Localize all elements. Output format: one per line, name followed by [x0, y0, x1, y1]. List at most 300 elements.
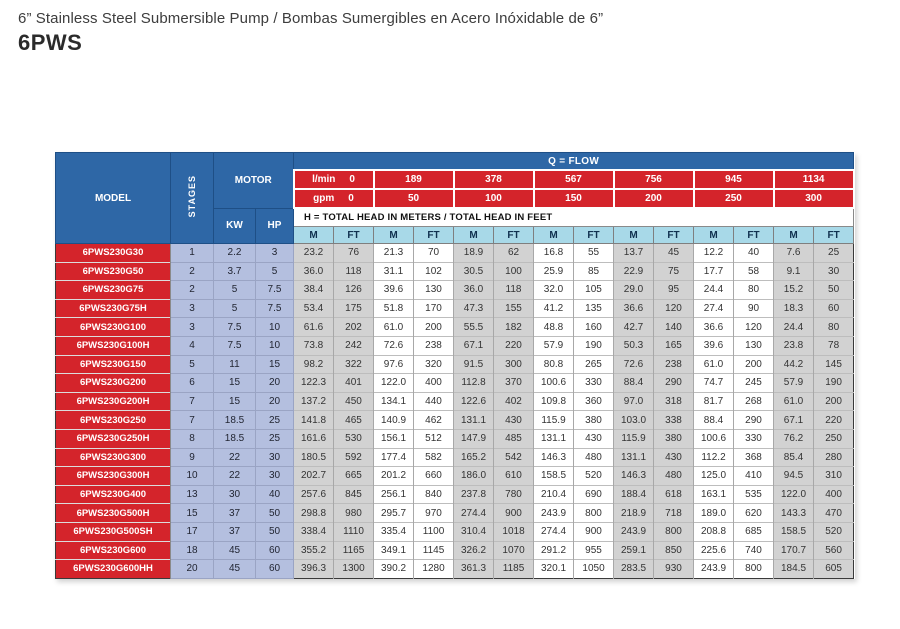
kw-cell: 15	[214, 392, 256, 411]
head-m-cell: 51.8	[374, 299, 414, 318]
head-ft-cell: 660	[414, 467, 454, 486]
head-ft-cell: 1280	[414, 560, 454, 579]
head-m-cell: 109.8	[534, 392, 574, 411]
head-ft-cell: 930	[654, 560, 694, 579]
head-m-cell: 61.0	[374, 318, 414, 337]
head-ft-cell: 245	[734, 374, 774, 393]
head-m-cell: 50.3	[614, 336, 654, 355]
kw-cell: 37	[214, 522, 256, 541]
hp-cell: 15	[256, 355, 294, 374]
head-ft-cell: 70	[414, 244, 454, 263]
ft-column-header: FT	[654, 227, 694, 244]
head-ft-cell: 190	[814, 374, 854, 393]
head-m-cell: 201.2	[374, 467, 414, 486]
stages-cell: 7	[171, 392, 214, 411]
head-ft-cell: 160	[574, 318, 614, 337]
head-ft-cell: 80	[734, 281, 774, 300]
kw-cell: 22	[214, 467, 256, 486]
head-ft-cell: 410	[734, 467, 774, 486]
head-m-cell: 326.2	[454, 541, 494, 560]
head-m-cell: 39.6	[374, 281, 414, 300]
head-ft-cell: 605	[814, 560, 854, 579]
head-ft-cell: 380	[654, 429, 694, 448]
table-row	[56, 244, 854, 263]
head-m-cell: 122.6	[454, 392, 494, 411]
kw-cell: 2.2	[214, 244, 256, 263]
head-ft-cell: 1110	[334, 522, 374, 541]
m-column-header: M	[774, 227, 814, 244]
model-cell: 6PWS230G100	[56, 318, 171, 337]
m-column-header: M	[694, 227, 734, 244]
head-ft-cell: 900	[574, 522, 614, 541]
stages-cell: 17	[171, 522, 214, 541]
head-m-cell: 100.6	[694, 429, 734, 448]
head-ft-cell: 512	[414, 429, 454, 448]
head-m-cell: 274.4	[454, 504, 494, 523]
head-m-cell: 18.3	[774, 299, 814, 318]
head-m-cell: 355.2	[294, 541, 334, 560]
stages-cell: 15	[171, 504, 214, 523]
gpm-value-cell: 300	[774, 189, 854, 208]
model-cell: 6PWS230G250	[56, 411, 171, 430]
stages-cell: 10	[171, 467, 214, 486]
head-ft-cell: 450	[334, 392, 374, 411]
head-ft-cell: 120	[654, 299, 694, 318]
model-cell: 6PWS230G500H	[56, 504, 171, 523]
stages-cell: 3	[171, 299, 214, 318]
lmin-label: l/min	[312, 174, 336, 185]
head-m-cell: 208.8	[694, 522, 734, 541]
model-cell: 6PWS230G300	[56, 448, 171, 467]
stages-cell: 2	[171, 262, 214, 281]
table-row	[56, 541, 854, 560]
head-m-cell: 390.2	[374, 560, 414, 579]
head-m-cell: 140.9	[374, 411, 414, 430]
head-ft-cell: 238	[414, 336, 454, 355]
head-m-cell: 143.3	[774, 504, 814, 523]
kw-cell: 37	[214, 504, 256, 523]
hp-cell: 40	[256, 485, 294, 504]
page-subtitle: 6PWS	[18, 30, 83, 55]
model-cell: 6PWS230G600HH	[56, 560, 171, 579]
head-m-cell: 27.4	[694, 299, 734, 318]
stages-cell: 20	[171, 560, 214, 579]
head-ft-cell: 118	[334, 262, 374, 281]
model-cell: 6PWS230G250H	[56, 429, 171, 448]
head-ft-cell: 402	[494, 392, 534, 411]
head-ft-cell: 800	[734, 560, 774, 579]
head-ft-cell: 1070	[494, 541, 534, 560]
head-m-cell: 97.6	[374, 355, 414, 374]
hp-cell: 30	[256, 467, 294, 486]
head-ft-cell: 1100	[414, 522, 454, 541]
model-cell: 6PWS230G300H	[56, 467, 171, 486]
head-m-cell: 218.9	[614, 504, 654, 523]
model-cell: 6PWS230G500SH	[56, 522, 171, 541]
ft-column-header: FT	[414, 227, 454, 244]
kw-cell: 11	[214, 355, 256, 374]
head-m-cell: 76.2	[774, 429, 814, 448]
head-m-cell: 243.9	[614, 522, 654, 541]
head-m-cell: 41.2	[534, 299, 574, 318]
head-ft-cell: 182	[494, 318, 534, 337]
head-m-cell: 165.2	[454, 448, 494, 467]
hp-cell: 25	[256, 411, 294, 430]
head-m-cell: 61.0	[694, 355, 734, 374]
head-m-cell: 98.2	[294, 355, 334, 374]
gpm-label: gpm	[313, 193, 335, 204]
head-ft-cell: 135	[574, 299, 614, 318]
head-m-cell: 31.1	[374, 262, 414, 281]
head-ft-cell: 190	[574, 336, 614, 355]
head-ft-cell: 618	[654, 485, 694, 504]
head-m-cell: 61.6	[294, 318, 334, 337]
hp-column-header: HP	[256, 208, 294, 244]
head-ft-cell: 690	[574, 485, 614, 504]
head-m-cell: 72.6	[614, 355, 654, 374]
head-ft-cell: 592	[334, 448, 374, 467]
gpm-value-cell: 50	[374, 189, 454, 208]
head-m-cell: 97.0	[614, 392, 654, 411]
model-cell: 6PWS230G200H	[56, 392, 171, 411]
head-m-cell: 210.4	[534, 485, 574, 504]
head-ft-cell: 980	[334, 504, 374, 523]
stages-cell: 2	[171, 281, 214, 300]
head-m-cell: 131.1	[454, 411, 494, 430]
head-m-cell: 335.4	[374, 522, 414, 541]
head-ft-cell: 118	[494, 281, 534, 300]
head-m-cell: 259.1	[614, 541, 654, 560]
head-m-cell: 94.5	[774, 467, 814, 486]
head-ft-cell: 126	[334, 281, 374, 300]
kw-cell: 18.5	[214, 429, 256, 448]
table-row	[56, 522, 854, 541]
ft-column-header: FT	[334, 227, 374, 244]
head-ft-cell: 368	[734, 448, 774, 467]
head-ft-cell: 1145	[414, 541, 454, 560]
head-ft-cell: 105	[574, 281, 614, 300]
head-ft-cell: 55	[574, 244, 614, 263]
stages-column-label: STAGES	[186, 175, 197, 218]
stages-cell: 7	[171, 411, 214, 430]
head-ft-cell: 462	[414, 411, 454, 430]
table-row	[56, 281, 854, 300]
head-ft-cell: 480	[574, 448, 614, 467]
head-ft-cell: 542	[494, 448, 534, 467]
head-m-cell: 188.4	[614, 485, 654, 504]
head-m-cell: 237.8	[454, 485, 494, 504]
head-m-cell: 125.0	[694, 467, 734, 486]
head-m-cell: 48.8	[534, 318, 574, 337]
m-column-header: M	[294, 227, 334, 244]
head-m-cell: 21.3	[374, 244, 414, 263]
head-m-cell: 161.6	[294, 429, 334, 448]
flow-header: Q = FLOW	[294, 153, 854, 171]
table-row	[56, 299, 854, 318]
head-ft-cell: 1050	[574, 560, 614, 579]
head-m-cell: 81.7	[694, 392, 734, 411]
head-ft-cell: 85	[574, 262, 614, 281]
model-cell: 6PWS230G50	[56, 262, 171, 281]
head-ft-cell: 220	[494, 336, 534, 355]
head-m-cell: 295.7	[374, 504, 414, 523]
m-column-header: M	[614, 227, 654, 244]
head-ft-cell: 120	[734, 318, 774, 337]
head-m-cell: 23.8	[774, 336, 814, 355]
head-ft-cell: 440	[414, 392, 454, 411]
hp-cell: 10	[256, 318, 294, 337]
stages-cell: 1	[171, 244, 214, 263]
gpm-header-cell	[294, 189, 374, 208]
head-m-cell: 100.6	[534, 374, 574, 393]
head-m-cell: 112.8	[454, 374, 494, 393]
head-ft-cell: 25	[814, 244, 854, 263]
table-row	[56, 262, 854, 281]
gpm-value: 0	[348, 193, 354, 204]
ft-column-header: FT	[734, 227, 774, 244]
head-ft-cell: 165	[654, 336, 694, 355]
m-column-header: M	[454, 227, 494, 244]
head-ft-cell: 330	[574, 374, 614, 393]
head-m-cell: 310.4	[454, 522, 494, 541]
model-cell: 6PWS230G200	[56, 374, 171, 393]
head-m-cell: 57.9	[534, 336, 574, 355]
hp-cell: 3	[256, 244, 294, 263]
head-ft-cell: 320	[414, 355, 454, 374]
head-m-cell: 202.7	[294, 467, 334, 486]
head-m-cell: 15.2	[774, 281, 814, 300]
stages-cell: 4	[171, 336, 214, 355]
head-ft-cell: 50	[814, 281, 854, 300]
head-m-cell: 291.2	[534, 541, 574, 560]
table-row	[56, 392, 854, 411]
head-ft-cell: 62	[494, 244, 534, 263]
head-m-cell: 189.0	[694, 504, 734, 523]
model-cell: 6PWS230G150	[56, 355, 171, 374]
head-m-cell: 91.5	[454, 355, 494, 374]
head-m-cell: 243.9	[534, 504, 574, 523]
head-m-cell: 67.1	[454, 336, 494, 355]
head-m-cell: 112.2	[694, 448, 734, 467]
head-m-cell: 184.5	[774, 560, 814, 579]
head-ft-cell: 30	[814, 262, 854, 281]
model-cell: 6PWS230G100H	[56, 336, 171, 355]
lmin-value-cell: 378	[454, 170, 534, 189]
head-m-cell: 72.6	[374, 336, 414, 355]
head-m-cell: 243.9	[694, 560, 734, 579]
m-column-header: M	[374, 227, 414, 244]
table-body	[56, 244, 854, 579]
head-ft-cell: 520	[814, 522, 854, 541]
head-m-cell: 115.9	[614, 429, 654, 448]
head-m-cell: 42.7	[614, 318, 654, 337]
head-m-cell: 298.8	[294, 504, 334, 523]
head-ft-cell: 685	[734, 522, 774, 541]
head-m-cell: 32.0	[534, 281, 574, 300]
hp-cell: 7.5	[256, 281, 294, 300]
head-ft-cell: 200	[814, 392, 854, 411]
head-m-cell: 38.4	[294, 281, 334, 300]
head-ft-cell: 610	[494, 467, 534, 486]
head-m-cell: 13.7	[614, 244, 654, 263]
hp-cell: 30	[256, 448, 294, 467]
head-m-cell: 156.1	[374, 429, 414, 448]
head-ft-cell: 338	[654, 411, 694, 430]
head-ft-cell: 250	[814, 429, 854, 448]
head-ft-cell: 290	[654, 374, 694, 393]
head-m-cell: 53.4	[294, 299, 334, 318]
ft-column-header: FT	[494, 227, 534, 244]
head-ft-cell: 845	[334, 485, 374, 504]
head-ft-cell: 330	[734, 429, 774, 448]
head-m-cell: 29.0	[614, 281, 654, 300]
hp-cell: 5	[256, 262, 294, 281]
head-ft-cell: 145	[814, 355, 854, 374]
motor-header: MOTOR	[214, 153, 294, 209]
head-ft-cell: 718	[654, 504, 694, 523]
head-m-cell: 396.3	[294, 560, 334, 579]
head-m-cell: 88.4	[694, 411, 734, 430]
table-row	[56, 560, 854, 579]
head-ft-cell: 75	[654, 262, 694, 281]
head-ft-cell: 300	[494, 355, 534, 374]
head-m-cell: 177.4	[374, 448, 414, 467]
head-ft-cell: 76	[334, 244, 374, 263]
head-ft-cell: 202	[334, 318, 374, 337]
head-m-cell: 163.1	[694, 485, 734, 504]
stages-cell: 13	[171, 485, 214, 504]
head-ft-cell: 100	[494, 262, 534, 281]
model-column-header: MODEL	[56, 153, 171, 244]
head-m-cell: 30.5	[454, 262, 494, 281]
page-title: 6” Stainless Steel Submersible Pump / Bombas Sumergibles en Acero Inóxidable de 6”	[18, 10, 604, 27]
head-ft-cell: 430	[494, 411, 534, 430]
head-m-cell: 225.6	[694, 541, 734, 560]
head-ft-cell: 280	[814, 448, 854, 467]
head-ft-cell: 955	[574, 541, 614, 560]
head-m-cell: 158.5	[774, 522, 814, 541]
kw-cell: 15	[214, 374, 256, 393]
head-m-cell: 61.0	[774, 392, 814, 411]
head-m-cell: 12.2	[694, 244, 734, 263]
head-m-cell: 338.4	[294, 522, 334, 541]
hp-cell: 7.5	[256, 299, 294, 318]
hp-cell: 20	[256, 374, 294, 393]
kw-cell: 18.5	[214, 411, 256, 430]
head-ft-cell: 80	[814, 318, 854, 337]
lmin-header-cell	[294, 170, 374, 189]
head-m-cell: 36.0	[294, 262, 334, 281]
head-ft-cell: 370	[494, 374, 534, 393]
head-ft-cell: 310	[814, 467, 854, 486]
head-ft-cell: 740	[734, 541, 774, 560]
head-ft-cell: 40	[734, 244, 774, 263]
m-column-header: M	[534, 227, 574, 244]
model-cell: 6PWS230G30	[56, 244, 171, 263]
head-ft-cell: 220	[814, 411, 854, 430]
head-m-cell: 256.1	[374, 485, 414, 504]
head-m-cell: 170.7	[774, 541, 814, 560]
table-row	[56, 448, 854, 467]
head-ft-cell: 140	[654, 318, 694, 337]
head-ft-cell: 900	[494, 504, 534, 523]
head-m-cell: 39.6	[694, 336, 734, 355]
head-m-cell: 115.9	[534, 411, 574, 430]
head-ft-cell: 465	[334, 411, 374, 430]
kw-cell: 45	[214, 541, 256, 560]
table-row	[56, 485, 854, 504]
head-ft-cell: 400	[814, 485, 854, 504]
head-ft-cell: 401	[334, 374, 374, 393]
head-m-cell: 141.8	[294, 411, 334, 430]
gpm-value-cell: 250	[694, 189, 774, 208]
head-m-cell: 74.7	[694, 374, 734, 393]
hp-cell: 10	[256, 336, 294, 355]
head-ft-cell: 1300	[334, 560, 374, 579]
table-row	[56, 336, 854, 355]
head-ft-cell: 90	[734, 299, 774, 318]
head-ft-cell: 1185	[494, 560, 534, 579]
head-m-cell: 36.6	[694, 318, 734, 337]
head-m-cell: 55.5	[454, 318, 494, 337]
kw-cell: 7.5	[214, 318, 256, 337]
head-m-cell: 18.9	[454, 244, 494, 263]
head-ft-cell: 1165	[334, 541, 374, 560]
head-m-cell: 36.0	[454, 281, 494, 300]
head-m-cell: 361.3	[454, 560, 494, 579]
head-ft-cell: 665	[334, 467, 374, 486]
head-ft-cell: 530	[334, 429, 374, 448]
head-ft-cell: 800	[654, 522, 694, 541]
head-m-cell: 122.0	[774, 485, 814, 504]
head-ft-cell: 480	[654, 467, 694, 486]
head-m-cell: 9.1	[774, 262, 814, 281]
head-m-cell: 24.4	[774, 318, 814, 337]
pump-spec-table	[55, 152, 855, 579]
head-m-cell: 274.4	[534, 522, 574, 541]
head-m-cell: 137.2	[294, 392, 334, 411]
lmin-value-cell: 189	[374, 170, 454, 189]
kw-cell: 5	[214, 281, 256, 300]
head-m-cell: 103.0	[614, 411, 654, 430]
head-ft-cell: 268	[734, 392, 774, 411]
head-m-cell: 44.2	[774, 355, 814, 374]
stages-cell: 6	[171, 374, 214, 393]
table-row	[56, 374, 854, 393]
kw-cell: 30	[214, 485, 256, 504]
head-ft-cell: 360	[574, 392, 614, 411]
kw-cell: 3.7	[214, 262, 256, 281]
lmin-value-cell: 567	[534, 170, 614, 189]
head-ft-cell: 102	[414, 262, 454, 281]
head-ft-cell: 400	[414, 374, 454, 393]
head-ft-cell: 318	[654, 392, 694, 411]
gpm-value-cell: 100	[454, 189, 534, 208]
stages-cell: 18	[171, 541, 214, 560]
head-ft-cell: 840	[414, 485, 454, 504]
head-m-cell: 85.4	[774, 448, 814, 467]
head-ft-cell: 58	[734, 262, 774, 281]
head-m-cell: 57.9	[774, 374, 814, 393]
lmin-value-cell: 756	[614, 170, 694, 189]
head-ft-cell: 95	[654, 281, 694, 300]
head-ft-cell: 470	[814, 504, 854, 523]
head-ft-cell: 380	[574, 411, 614, 430]
head-m-cell: 24.4	[694, 281, 734, 300]
stages-cell: 3	[171, 318, 214, 337]
head-m-cell: 47.3	[454, 299, 494, 318]
head-ft-cell: 485	[494, 429, 534, 448]
